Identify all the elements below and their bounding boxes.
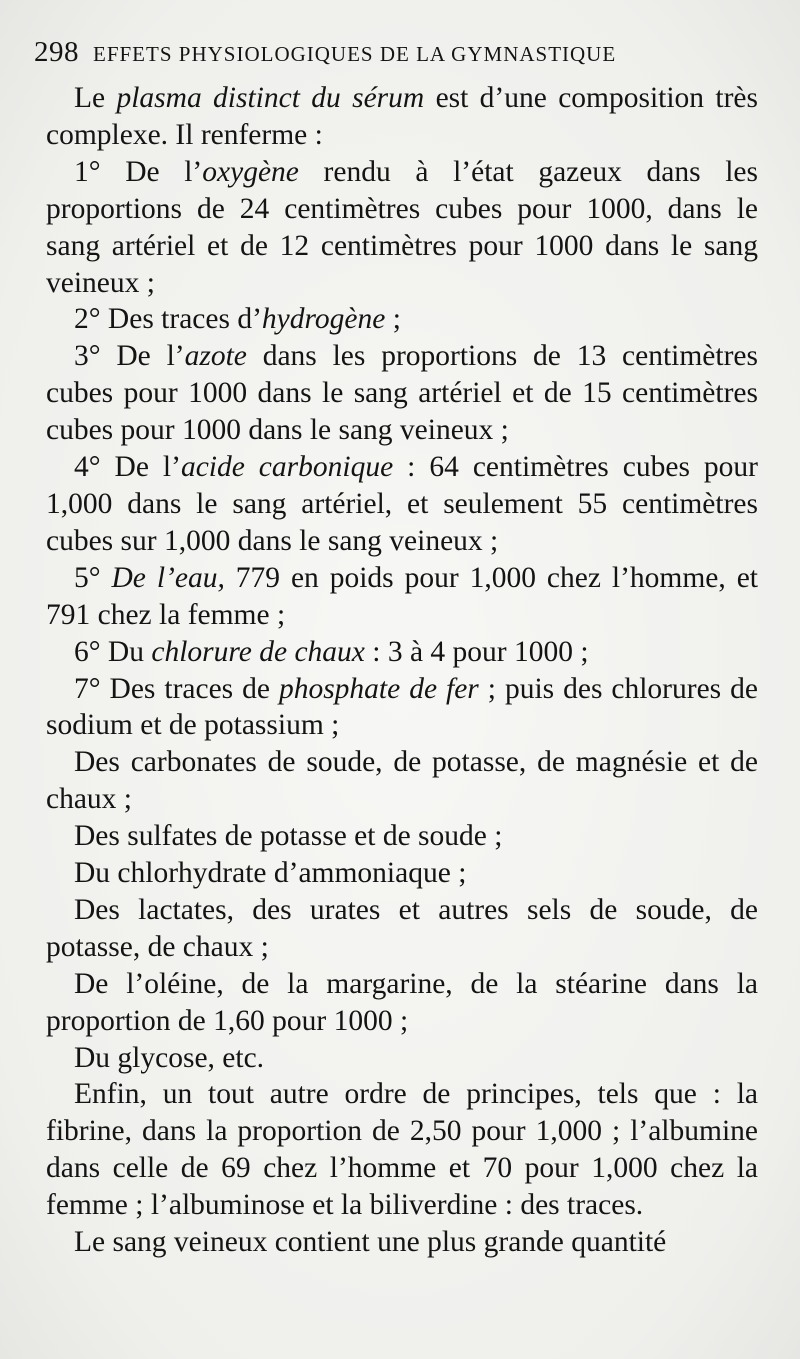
text-run: rendu à l’état gazeux dans les proportions de 24 centimètres cubes pour 1000, dans le sang artériel et de 12 centimètres pour 1000 dans le sang veineux ; [46, 155, 759, 299]
text-run: Du chlorhydrate d’ammoniaque ; [74, 857, 467, 890]
text-run: dans les proportions de 13 centimètres cubes pour 1000 dans le sang artériel et de 15 centimètres cubes pour 1000 dans le sang veineux ; [46, 340, 758, 447]
paragraph-item-5 [46, 560, 758, 634]
text-run: Des sulfates de potasse et de soude ; [74, 820, 503, 853]
paragraph-glycose [46, 1040, 758, 1077]
paragraph-item-7 [46, 671, 758, 745]
italic-term: plasma distinct du sérum [116, 82, 425, 114]
paragraph-item-6 [46, 634, 758, 671]
text-run: Des carbonates de soude, de potasse, de magnésie et de chaux ; [46, 746, 758, 816]
text-run: 5° [74, 561, 112, 594]
text-run: 1° De l’ [74, 155, 203, 188]
text-run: 4° De l’ [74, 451, 181, 484]
text-run: 3° De l’ [74, 340, 185, 373]
page-number: 298 [34, 36, 79, 68]
paragraph-sulfates [46, 818, 758, 855]
italic-term: acide carbonique [180, 451, 394, 484]
text-run: ; [385, 303, 401, 336]
paragraph-sang-veineux [46, 1224, 758, 1261]
paragraph-chlorhydrate [46, 855, 758, 892]
body-text [46, 80, 758, 1261]
paragraph-item-3 [46, 338, 758, 449]
italic-term: oxygène [202, 155, 299, 188]
text-run: Enfin, un tout autre ordre de principes, tels que : la fibrine, dans la proportion de 2,50 pour 1,000 ; l’albumine dans celle de 69 chez l’homme et 70 pour 1,000 chez la femme ; l’albuminose et la biliverdine : des traces. [46, 1078, 758, 1222]
paragraph-carbonates [46, 744, 758, 818]
text-run: De l’oléine, de la margarine, de la stéarine dans la proportion de 1,60 pour 1000 ; [46, 967, 758, 1037]
paragraph-item-1 [46, 154, 758, 302]
paragraph-item-4 [46, 449, 758, 560]
text-run: Le sang veineux contient une plus grande quantité [74, 1226, 667, 1259]
text-run: Du glycose, etc. [74, 1041, 265, 1074]
italic-term: phosphate de fer [278, 672, 479, 705]
text-run: Le [74, 82, 117, 114]
text-run: 779 en poids pour 1,000 chez l’homme, et 791 chez la femme ; [46, 561, 758, 631]
paragraph-oleine [46, 966, 758, 1040]
page-header [34, 36, 754, 69]
italic-term: chlorure de chaux [151, 635, 365, 668]
text-run: Des lactates, des urates et autres sels de soude, de potasse, de chaux ; [46, 893, 758, 963]
paragraph-intro [46, 80, 758, 154]
text-run: : 64 centimètres cubes pour 1,000 dans le sang artériel, et seulement 55 centimètres cubes sur 1,000 dans le sang veineux ; [46, 451, 758, 557]
text-run: 2° Des traces d’ [74, 303, 262, 336]
paragraph-item-2 [46, 301, 758, 338]
text-run: : 3 à 4 pour 1000 ; [364, 635, 589, 668]
paragraph-enfin [46, 1076, 758, 1224]
italic-term: azote [184, 340, 247, 373]
text-run: 6° Du [74, 635, 152, 668]
italic-term: De l’eau, [111, 561, 225, 594]
text-run: est d’une composition très complexe. Il renferme : [46, 82, 758, 151]
running-title: EFFETS PHYSIOLOGIQUES DE LA GYMNASTIQUE [93, 42, 617, 66]
italic-term: hydrogène [261, 303, 386, 336]
paragraph-lactates [46, 892, 758, 966]
text-run: ; puis des chlorures de sodium et de potassium ; [46, 672, 758, 742]
text-run: 7° Des traces de [74, 672, 279, 705]
